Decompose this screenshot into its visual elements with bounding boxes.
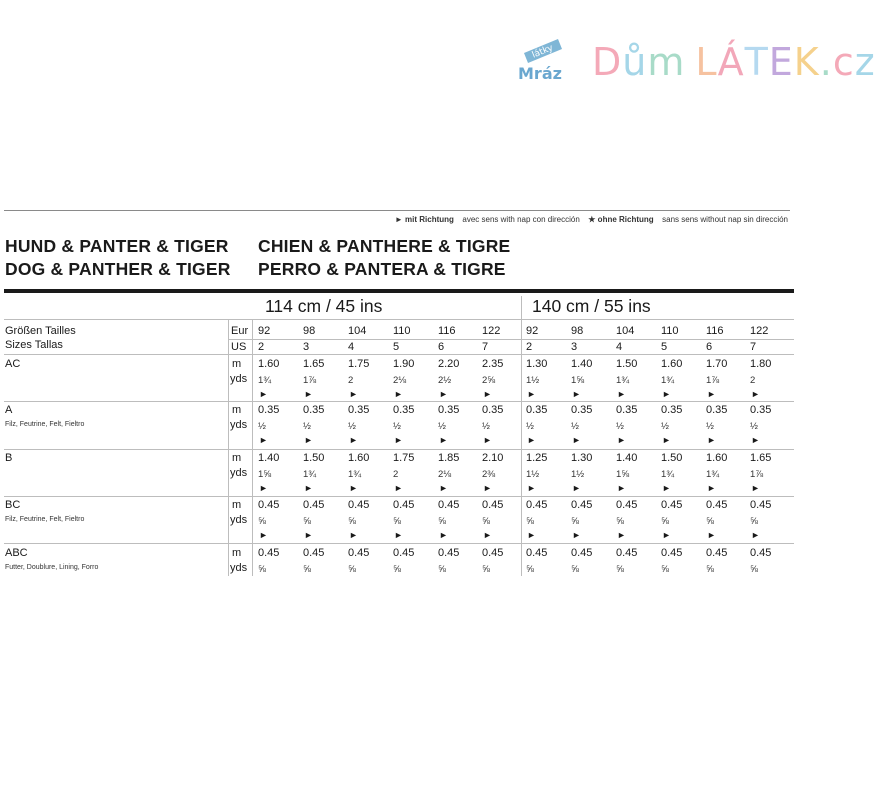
eur-size-value: 98 [303,325,316,337]
with-nap-arrow: ► [439,483,448,493]
with-nap-arrow: ► [707,435,716,445]
latky-mraz-badge [510,35,572,87]
meters-value: 0.45 [482,499,504,511]
meters-value: 1.50 [616,358,638,370]
yards-value: 2⅝ [482,375,496,386]
with-nap-arrow: ► [662,483,671,493]
meters-value: 1.50 [303,452,325,464]
with-nap-arrow: ► [304,530,313,540]
meters-value: 0.35 [750,404,772,416]
row-sublabel: Futter, Doublure, Lining, Forro [5,564,99,571]
row-divider [228,339,794,340]
meters-value: 0.35 [393,404,415,416]
yards-value: ⅝ [750,564,758,575]
yards-value: ⅝ [393,564,401,575]
yards-value: 1⅞ [750,469,764,480]
with-nap-arrow: ► [527,530,536,540]
yards-value: 1⅞ [706,375,720,386]
yards-value: ⅝ [482,564,490,575]
with-nap-arrow: ► [483,530,492,540]
yards-value: 1½ [571,469,585,480]
with-nap-arrow: ► [439,530,448,540]
eur-size-value: 92 [258,325,271,337]
with-nap-arrow: ► [751,389,760,399]
brand-letter: D [592,40,623,84]
brand-letter: K [793,40,820,84]
meters-value: 1.30 [571,452,593,464]
unit-meters: m [232,358,242,370]
yards-value: ⅝ [526,516,534,527]
yards-value: ⅝ [706,516,714,527]
row-divider [4,401,794,402]
unit-yards: yds [230,514,248,526]
meters-value: 0.35 [616,404,638,416]
meters-value: 0.35 [438,404,460,416]
with-nap-arrow: ► [662,389,671,399]
yards-value: ⅝ [258,564,266,575]
meters-value: 0.45 [258,499,280,511]
column-divider [252,319,253,576]
row-sublabel: Filz, Feutrine, Felt, Fieltro [5,421,85,428]
meters-value: 0.35 [258,404,280,416]
brand-letter: Á [717,40,745,84]
yards-value: ⅝ [616,564,624,575]
meters-value: 0.35 [526,404,548,416]
yards-value: 1¾ [661,375,675,386]
with-nap-arrow: ► [439,389,448,399]
meters-value: 1.70 [706,358,728,370]
unit-yards: yds [230,562,248,574]
us-label: US [231,341,247,353]
brand-letter: m [647,40,686,84]
with-nap-arrow: ► [259,530,268,540]
meters-value: 0.45 [750,499,772,511]
title-line-1 [5,236,511,257]
row-label: B [5,452,13,464]
with-nap-arrow: ► [617,389,626,399]
eur-size-value: 104 [616,325,635,337]
eur-size-value: 122 [750,325,769,337]
fabric-width-114: 114 cm / 45 ins [265,296,383,316]
yards-value: 1¾ [303,469,317,480]
meters-value: 0.45 [661,547,683,559]
unit-meters: m [232,404,242,416]
meters-value: 0.35 [571,404,593,416]
yards-value: 1½ [526,375,540,386]
brand-letter: L [695,40,718,84]
yards-value: 2 [750,375,756,386]
eur-size-value: 122 [482,325,501,337]
logo-area [500,30,876,100]
yards-value: 1⅞ [303,375,317,386]
yards-value: ⅝ [750,516,758,527]
yards-value: 1½ [526,469,540,480]
with-nap-arrow: ► [617,483,626,493]
yards-value: ½ [482,421,490,432]
meters-value: 0.45 [393,499,415,511]
yards-value: 1⅝ [258,469,272,480]
meters-value: 0.35 [661,404,683,416]
meters-value: 1.65 [303,358,325,370]
meters-value: 0.35 [303,404,325,416]
with-nap-arrow: ► [707,530,716,540]
row-label: A [5,404,13,416]
yards-value: ⅝ [303,564,311,575]
meters-value: 0.45 [526,547,548,559]
eur-size-value: 116 [706,325,724,337]
with-nap-arrow: ► [751,435,760,445]
yards-value: ⅝ [348,564,356,575]
yards-value: 2 [393,469,399,480]
with-nap-arrow: ► [707,389,716,399]
yards-value: 1¾ [661,469,675,480]
with-nap-arrow: ► [617,530,626,540]
yards-value: ⅝ [482,516,490,527]
us-size-value: 2 [258,341,265,353]
meters-value: 0.45 [438,499,460,511]
with-nap-arrow: ► [662,435,671,445]
yards-value: ½ [750,421,758,432]
yards-value: ⅝ [258,516,266,527]
meters-value: 0.45 [348,499,370,511]
yards-value: ⅝ [303,516,311,527]
yards-value: ½ [661,421,669,432]
us-size-value: 4 [348,341,355,353]
brand-letter: T [744,40,769,84]
with-nap-arrow: ► [527,483,536,493]
with-nap-arrow: ► [394,435,403,445]
yards-value: ½ [706,421,714,432]
meters-value: 1.75 [393,452,415,464]
with-nap-arrow: ► [483,389,492,399]
meters-value: 0.45 [571,547,593,559]
yards-value: 2⅜ [482,469,496,480]
meters-value: 1.60 [661,358,683,370]
brand-letter: z [854,40,876,84]
yards-value: 1¾ [258,375,272,386]
title-line-2 [5,259,506,280]
with-nap-arrow: ► [304,389,313,399]
meters-value: 0.35 [482,404,504,416]
meters-value: 0.45 [616,499,638,511]
title-en: DOG & PANTHER & TIGER [5,259,231,279]
with-nap-arrow: ► [707,483,716,493]
badge-top-text: látky [530,43,555,61]
meters-value: 1.75 [348,358,370,370]
with-nap-arrow: ► [349,389,358,399]
yards-value: ⅝ [706,564,714,575]
with-nap-text: avec sens with nap con dirección [462,215,580,224]
us-size-value: 2 [526,341,533,353]
badge-graphic [510,35,572,87]
brand-letter: E [768,40,794,84]
yards-value: ½ [393,421,401,432]
meters-value: 1.60 [258,358,280,370]
thick-divider [4,289,794,293]
meters-value: 1.30 [526,358,548,370]
with-nap-arrow: ► [527,435,536,445]
meters-value: 1.40 [258,452,280,464]
yards-value: ⅝ [616,516,624,527]
meters-value: 2.20 [438,358,460,370]
with-nap-arrow: ► [572,483,581,493]
us-size-value: 3 [571,341,578,353]
with-nap-arrow: ► [304,435,313,445]
meters-value: 1.40 [616,452,638,464]
us-size-value: 3 [303,341,310,353]
meters-value: 1.50 [661,452,683,464]
yards-value: 2⅛ [393,375,407,386]
eur-size-value: 92 [526,325,539,337]
row-divider [4,496,794,497]
us-size-value: 6 [438,341,445,353]
meters-value: 0.45 [348,547,370,559]
yards-value: 2⅛ [438,469,452,480]
unit-meters: m [232,452,242,464]
with-nap-arrow: ► [259,483,268,493]
meters-value: 0.45 [393,547,415,559]
row-divider [4,449,794,450]
us-size-value: 4 [616,341,623,353]
yards-value: ½ [258,421,266,432]
meters-value: 0.35 [706,404,728,416]
with-nap-arrow: ► [662,530,671,540]
meters-value: 1.85 [438,452,460,464]
meters-value: 0.45 [303,547,325,559]
with-nap-marker: ► mit Richtung [394,215,454,224]
yards-value: ⅝ [348,516,356,527]
yards-value: ½ [438,421,446,432]
brand-letter: . [819,40,833,84]
with-nap-arrow: ► [527,389,536,399]
meters-value: 0.35 [348,404,370,416]
yards-value: ½ [303,421,311,432]
yards-value: 1¾ [616,375,630,386]
meters-value: 0.45 [706,499,728,511]
meters-value: 0.45 [258,547,280,559]
meters-value: 0.45 [438,547,460,559]
yards-value: ⅝ [661,564,669,575]
row-sublabel: Filz, Feutrine, Felt, Fieltro [5,516,85,523]
meters-value: 0.45 [706,547,728,559]
column-divider [228,319,229,576]
meters-value: 0.45 [482,547,504,559]
top-divider [4,210,790,211]
with-nap-arrow: ► [751,483,760,493]
with-nap-arrow: ► [572,435,581,445]
with-nap-arrow: ► [259,435,268,445]
with-nap-arrow: ► [751,530,760,540]
row-divider [4,543,794,544]
with-nap-arrow: ► [349,530,358,540]
badge-bottom-text: Mráz [518,64,562,83]
row-label: AC [5,358,21,370]
with-nap-arrow: ► [349,483,358,493]
unit-yards: yds [230,467,248,479]
meters-value: 1.60 [706,452,728,464]
yards-value: ⅝ [571,564,579,575]
meters-value: 0.45 [526,499,548,511]
meters-value: 1.65 [750,452,772,464]
eur-size-value: 110 [661,325,679,337]
meters-value: 0.45 [303,499,325,511]
meters-value: 1.25 [526,452,548,464]
nap-legend [395,215,788,224]
unit-meters: m [232,499,242,511]
with-nap-arrow: ► [483,483,492,493]
us-size-value: 6 [706,341,713,353]
row-label: ABC [5,547,28,559]
yards-value: 1¾ [706,469,720,480]
yards-value: 1⅝ [616,469,630,480]
unit-meters: m [232,547,242,559]
yards-value: ⅝ [438,516,446,527]
without-nap-text: sans sens without nap sin dirección [662,215,788,224]
meters-value: 1.40 [571,358,593,370]
row-divider [4,354,794,355]
with-nap-arrow: ► [259,389,268,399]
yards-value: ½ [526,421,534,432]
without-nap-marker: ★ ohne Richtung [588,215,654,224]
with-nap-arrow: ► [394,530,403,540]
meters-value: 0.45 [661,499,683,511]
us-size-value: 5 [661,341,668,353]
us-size-value: 7 [750,341,757,353]
with-nap-arrow: ► [394,483,403,493]
row-divider [4,319,794,320]
title-es: PERRO & PANTERA & TIGRE [258,259,506,279]
meters-value: 2.10 [482,452,504,464]
meters-value: 1.60 [348,452,370,464]
eur-label: Eur [231,325,249,337]
meters-value: 0.45 [616,547,638,559]
with-nap-arrow: ► [572,389,581,399]
yards-value: ⅝ [526,564,534,575]
eur-size-value: 104 [348,325,367,337]
with-nap-arrow: ► [572,530,581,540]
eur-size-value: 98 [571,325,584,337]
us-size-value: 7 [482,341,489,353]
meters-value: 0.45 [571,499,593,511]
yards-value: ⅝ [661,516,669,527]
with-nap-arrow: ► [483,435,492,445]
us-size-value: 5 [393,341,400,353]
yards-value: ½ [616,421,624,432]
sizes-header-line1: Größen Tailles [5,325,76,337]
eur-size-value: 110 [393,325,411,337]
with-nap-arrow: ► [349,435,358,445]
yards-value: 1¾ [348,469,362,480]
meters-value: 1.80 [750,358,772,370]
with-nap-arrow: ► [304,483,313,493]
row-label: BC [5,499,21,511]
yards-value: 2 [348,375,354,386]
with-nap-arrow: ► [617,435,626,445]
unit-yards: yds [230,419,248,431]
fabric-width-140: 140 cm / 55 ins [532,296,651,316]
eur-size-value: 116 [438,325,456,337]
title-fr: CHIEN & PANTHERE & TIGRE [258,236,511,256]
yards-value: ⅝ [571,516,579,527]
yards-value: 2½ [438,375,452,386]
title-de: HUND & PANTER & TIGER [5,236,229,256]
yards-value: ⅝ [393,516,401,527]
meters-value: 1.90 [393,358,415,370]
unit-yards: yds [230,373,248,385]
column-divider [521,296,522,576]
yards-value: ½ [348,421,356,432]
with-nap-arrow: ► [439,435,448,445]
yards-value: 1⅝ [571,375,585,386]
with-nap-arrow: ► [394,389,403,399]
meters-value: 2.35 [482,358,504,370]
brand-letter: ů [622,40,648,84]
dum-latek-brand [592,32,876,92]
yards-value: ½ [571,421,579,432]
sizes-header-line2: Sizes Tallas [5,339,63,351]
meters-value: 0.45 [750,547,772,559]
brand-letter: c [832,40,855,84]
yards-value: ⅝ [438,564,446,575]
